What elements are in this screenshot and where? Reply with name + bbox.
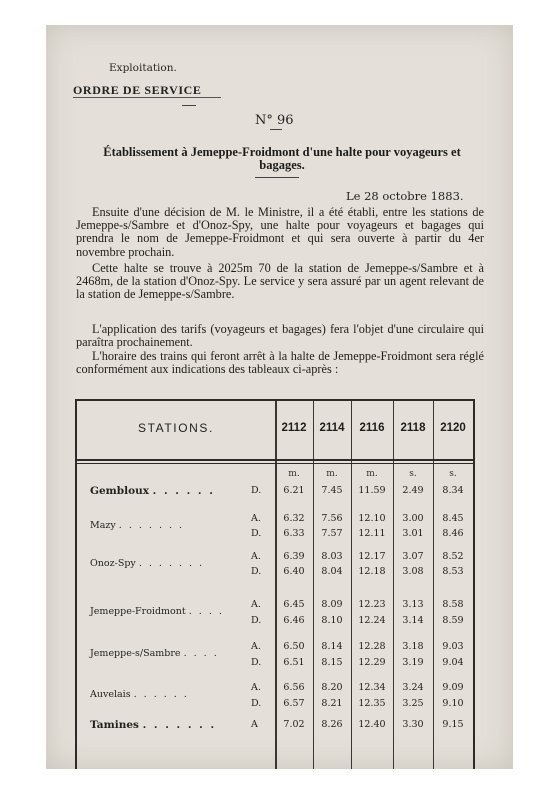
- time-cell: 12.28: [358, 641, 386, 652]
- leader-dots: . . . . . . .: [118, 520, 185, 531]
- header-rule: [77, 463, 473, 464]
- train-number-header: 2116: [359, 422, 385, 434]
- station-label: Auvelais: [90, 689, 131, 700]
- order-subject: Établissement à Jemeppe-Froidmont d'une halte pour voyageurs et bagages.: [103, 145, 461, 172]
- time-cell: 3.30: [402, 719, 424, 730]
- time-cell: 6.50: [283, 641, 305, 652]
- station-name: [90, 719, 216, 731]
- arrival-departure-marker: A.: [251, 682, 261, 693]
- column-divider: [313, 401, 314, 769]
- train-number-header: 2114: [319, 422, 345, 434]
- time-cell: 12.11: [358, 528, 386, 539]
- time-cell: 12.34: [358, 682, 386, 693]
- timetable: [75, 399, 475, 769]
- unit-label: m.: [288, 469, 300, 479]
- time-cell: 11.59: [358, 485, 386, 496]
- arrival-departure-marker: D.: [251, 566, 262, 577]
- time-cell: 8.34: [442, 485, 464, 496]
- train-number-header: 2112: [281, 422, 307, 434]
- order-date: Le 28 octobre 1883.: [346, 189, 464, 203]
- divider: [270, 129, 282, 130]
- arrival-departure-marker: D.: [251, 615, 262, 626]
- unit-label: s.: [449, 469, 457, 479]
- arrival-departure-marker: A.: [251, 641, 261, 652]
- paragraph-2: Cette halte se trouve à 2025m 70 de la station de Jemeppe-s/Sambre et à 2468m, de la station d'Onoz-Spy. Le service y sera assuré par un agent relevant de la station de Jemeppe-s/Sambre.: [76, 261, 484, 302]
- leader-dots: . . . .: [188, 606, 224, 617]
- arrival-departure-marker: D.: [251, 485, 262, 496]
- time-cell: 12.18: [358, 566, 386, 577]
- station-label: Mazy: [90, 520, 116, 531]
- time-cell: 6.33: [283, 528, 305, 539]
- section-title: ORDRE DE SERVICE: [73, 83, 202, 97]
- leader-dots: . . . . . .: [152, 485, 215, 497]
- time-cell: 6.51: [283, 657, 305, 668]
- paragraph-4: L'horaire des trains qui feront arrêt à la halte de Jemeppe-Froidmont sera réglé conformément aux indications des tableaux ci-après :: [76, 349, 484, 377]
- time-cell: 12.17: [358, 551, 386, 562]
- time-cell: 7.45: [321, 485, 343, 496]
- time-cell: 6.56: [283, 682, 305, 693]
- time-cell: 3.18: [402, 641, 424, 652]
- time-cell: 8.09: [321, 599, 343, 610]
- time-cell: 8.26: [321, 719, 343, 730]
- time-cell: 8.03: [321, 551, 343, 562]
- time-cell: 8.21: [321, 698, 343, 709]
- column-divider: [433, 401, 434, 769]
- time-cell: 3.07: [402, 551, 424, 562]
- document-page: [46, 25, 513, 769]
- time-cell: 8.20: [321, 682, 343, 693]
- time-cell: 7.56: [321, 513, 343, 524]
- time-cell: 8.15: [321, 657, 343, 668]
- paragraph-1: Ensuite d'une décision de M. le Ministre, il a été établi, entre les stations de Jemeppe-s/Sambre et d'Onoz-Spy, une halte pour voyageurs et bagages qui prendra le nom de Jemeppe-Froidmont et qui sera ouverte à partir du 4er novembre prochain.: [76, 205, 484, 259]
- time-cell: 9.04: [442, 657, 464, 668]
- time-cell: 3.08: [402, 566, 424, 577]
- arrival-departure-marker: A.: [251, 599, 261, 610]
- time-cell: 8.52: [442, 551, 464, 562]
- header-rule: [77, 459, 473, 461]
- leader-dots: . . . .: [183, 648, 219, 659]
- unit-label: s.: [409, 469, 417, 479]
- column-divider: [351, 401, 352, 769]
- time-cell: 12.10: [358, 513, 386, 524]
- time-cell: 12.23: [358, 599, 386, 610]
- column-divider: [275, 401, 277, 769]
- unit-label: m.: [326, 469, 338, 479]
- time-cell: 6.21: [283, 485, 305, 496]
- station-name: [90, 606, 224, 617]
- divider: [182, 105, 196, 106]
- time-cell: 8.14: [321, 641, 343, 652]
- station-label: Gembloux: [90, 485, 149, 497]
- column-divider: [393, 401, 394, 769]
- time-cell: 8.58: [442, 599, 464, 610]
- train-number-header: 2118: [400, 422, 426, 434]
- leader-dots: . . . . . . .: [142, 719, 217, 731]
- bleed-through: [66, 107, 70, 120]
- time-cell: 2.49: [402, 485, 424, 496]
- arrival-departure-marker: A.: [251, 551, 261, 562]
- department-label: Exploitation.: [109, 62, 177, 74]
- time-cell: 12.40: [358, 719, 386, 730]
- time-cell: 6.39: [283, 551, 305, 562]
- stations-header: STATIONS.: [138, 421, 214, 435]
- time-cell: 3.14: [402, 615, 424, 626]
- time-cell: 7.02: [283, 719, 305, 730]
- time-cell: 7.57: [321, 528, 343, 539]
- time-cell: 6.45: [283, 599, 305, 610]
- arrival-departure-marker: D.: [251, 528, 262, 539]
- station-name: [90, 648, 219, 659]
- time-cell: 8.46: [442, 528, 464, 539]
- time-cell: 9.10: [442, 698, 464, 709]
- time-cell: 8.59: [442, 615, 464, 626]
- arrival-departure-marker: A: [251, 719, 258, 730]
- station-name: [90, 689, 189, 700]
- station-name: [90, 520, 184, 531]
- time-cell: 9.15: [442, 719, 464, 730]
- station-label: Onoz-Spy: [90, 558, 136, 569]
- time-cell: 9.03: [442, 641, 464, 652]
- time-cell: 3.00: [402, 513, 424, 524]
- time-cell: 8.10: [321, 615, 343, 626]
- time-cell: 3.19: [402, 657, 424, 668]
- time-cell: 6.57: [283, 698, 305, 709]
- leader-dots: . . . . . . .: [138, 558, 205, 569]
- station-label: Jemeppe-Froidmont: [90, 606, 186, 617]
- leader-dots: . . . . . .: [133, 689, 189, 700]
- paragraph-3: L'application des tarifs (voyageurs et bagages) fera l'objet d'une circulaire qui paraîtra prochainement.: [76, 322, 484, 350]
- train-number-header: 2120: [440, 422, 466, 434]
- time-cell: 12.29: [358, 657, 386, 668]
- arrival-departure-marker: A.: [251, 513, 261, 524]
- time-cell: 8.45: [442, 513, 464, 524]
- arrival-departure-marker: D.: [251, 698, 262, 709]
- title-rule: [73, 97, 221, 98]
- time-cell: 9.09: [442, 682, 464, 693]
- station-label: Tamines: [90, 719, 139, 731]
- time-cell: 3.24: [402, 682, 424, 693]
- subject-underline: [255, 177, 299, 178]
- time-cell: 6.32: [283, 513, 305, 524]
- time-cell: 3.25: [402, 698, 424, 709]
- time-cell: 6.46: [283, 615, 305, 626]
- time-cell: 3.01: [402, 528, 424, 539]
- time-cell: 8.04: [321, 566, 343, 577]
- unit-label: m.: [366, 469, 378, 479]
- time-cell: 8.53: [442, 566, 464, 577]
- order-number: N° 96: [255, 113, 294, 128]
- station-label: Jemeppe-s/Sambre: [90, 648, 181, 659]
- station-name: [90, 485, 215, 497]
- time-cell: 12.24: [358, 615, 386, 626]
- time-cell: 12.35: [358, 698, 386, 709]
- station-name: [90, 558, 204, 569]
- time-cell: 6.40: [283, 566, 305, 577]
- arrival-departure-marker: D.: [251, 657, 262, 668]
- time-cell: 3.13: [402, 599, 424, 610]
